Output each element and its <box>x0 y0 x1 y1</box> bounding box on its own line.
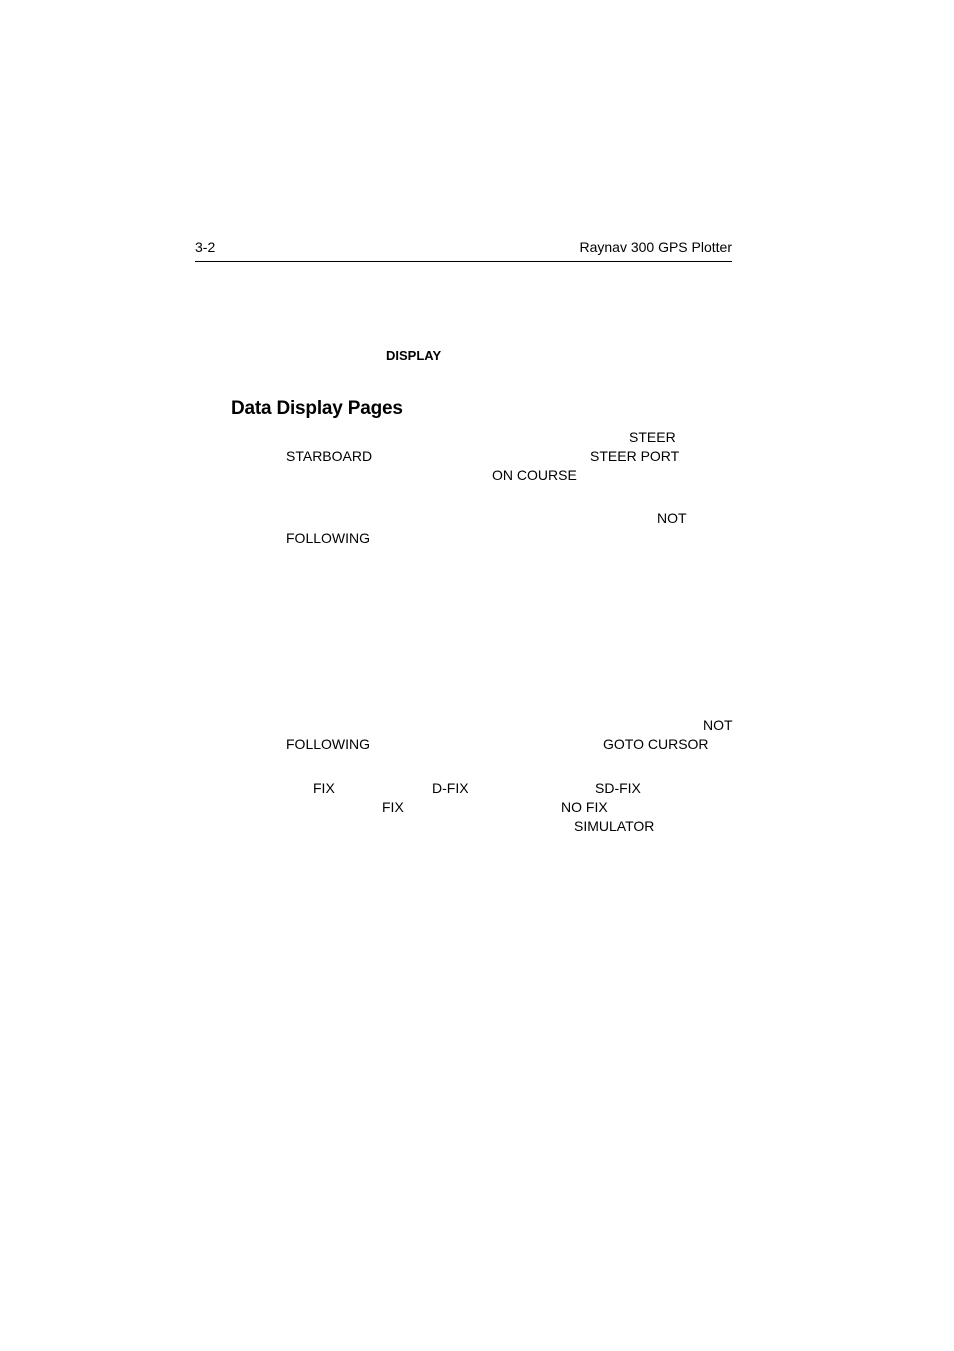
not-label: NOT <box>657 510 687 526</box>
steer-label: STEER <box>629 429 676 445</box>
sd-fix-label: SD-FIX <box>595 780 641 796</box>
manual-title: Raynav 300 GPS Plotter <box>579 239 732 255</box>
page-number: 3-2 <box>195 239 216 255</box>
fix-label-2: FIX <box>382 799 404 815</box>
display-key-label: DISPLAY <box>386 348 442 363</box>
not-label-2: NOT <box>703 717 733 733</box>
header-rule <box>195 261 732 262</box>
goto-cursor-label: GOTO CURSOR <box>603 736 709 752</box>
starboard-label: STARBOARD <box>286 448 373 464</box>
steer-port-label: STEER PORT <box>590 448 680 464</box>
d-fix-label: D-FIX <box>432 780 469 796</box>
section-heading: Data Display Pages <box>231 398 403 419</box>
following-label-2: FOLLOWING <box>286 736 371 752</box>
no-fix-label: NO FIX <box>561 799 608 815</box>
fix-label: FIX <box>313 780 335 796</box>
on-course-label: ON COURSE <box>492 467 577 483</box>
simulator-label: SIMULATOR <box>574 818 655 834</box>
following-label: FOLLOWING <box>286 530 371 546</box>
